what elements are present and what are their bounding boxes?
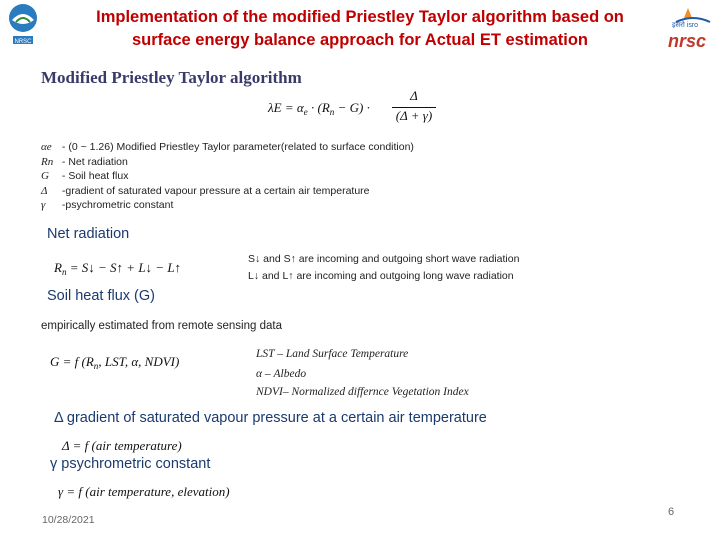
net-eq-rn-sub: n bbox=[61, 267, 67, 277]
soil-eq-main: G = f (R bbox=[50, 354, 94, 369]
net-eq-rn: R bbox=[54, 260, 62, 275]
definition-symbol: Δ bbox=[41, 184, 48, 197]
definition-symbol: G bbox=[41, 170, 49, 183]
definition-row bbox=[41, 140, 414, 155]
soil-legend-lst: LST – Land Surface Temperature bbox=[256, 348, 409, 360]
definition-symbol: αe bbox=[41, 141, 52, 153]
mpt-heading: Modified Priestley Taylor algorithm bbox=[41, 68, 302, 87]
net-radiation-note-long: L↓ and L↑ are incoming and outgoing long wave radiation bbox=[248, 270, 514, 282]
mpt-eq-rn: R bbox=[321, 100, 330, 115]
definition-row bbox=[41, 184, 414, 199]
definition-symbol: Rn bbox=[41, 155, 54, 168]
gamma-equation: γ = f (air temperature, elevation) bbox=[58, 484, 230, 499]
footer-date: 10/28/2021 bbox=[42, 514, 95, 526]
mpt-equation: $\lambda E = \alpha_e \cdot (R_n - G)$ · bbox=[268, 100, 370, 117]
nrsc-text: nrsc bbox=[668, 31, 707, 51]
delta-heading: Δ gradient of saturated vapour pressure at a certain air temperature bbox=[54, 410, 487, 426]
net-eq-rhs: = S↓ − S↑ + L↓ − L↑ bbox=[66, 260, 182, 275]
definition-symbol: γ bbox=[41, 199, 46, 212]
definition-text: - (0 ~ 1.26) Modified Priestley Taylor parameter(related to surface condition) bbox=[59, 141, 414, 153]
definition-row bbox=[41, 198, 414, 213]
mpt-eq-numerator: Δ bbox=[410, 88, 418, 103]
title-line-2: surface energy balance approach for Actual ET estimation bbox=[131, 31, 589, 49]
soil-heat-flux-equation bbox=[50, 354, 179, 371]
slide-title bbox=[60, 6, 660, 52]
mpt-eq-fraction bbox=[392, 88, 436, 124]
page-number: 6 bbox=[668, 506, 675, 518]
soil-heat-flux-heading: Soil heat flux (G) bbox=[47, 288, 155, 304]
mpt-definitions bbox=[41, 140, 414, 213]
gamma-heading: γ psychrometric constant bbox=[50, 456, 211, 472]
institute-logo bbox=[4, 2, 42, 48]
mpt-eq-denominator: (Δ + γ) bbox=[395, 108, 433, 123]
institute-logo-icon bbox=[4, 2, 42, 48]
svg-text:NRSC: NRSC bbox=[14, 39, 32, 45]
isro-nrsc-logo bbox=[666, 4, 720, 52]
soil-heat-flux-subheading: empirically estimated from remote sensing data bbox=[41, 320, 282, 332]
definition-text: -psychrometric constant bbox=[59, 199, 174, 212]
soil-eq-sub: n bbox=[93, 361, 99, 371]
definition-row bbox=[41, 169, 414, 184]
definition-text: - Soil heat flux bbox=[59, 170, 129, 183]
definition-text: - Net radiation bbox=[59, 155, 128, 168]
definition-text: -gradient of saturated vapour pressure at a certain air temperature bbox=[59, 184, 370, 197]
net-radiation-note-short: S↓ and S↑ are incoming and outgoing short wave radiation bbox=[248, 253, 520, 265]
isro-text: इसरो isro bbox=[672, 22, 699, 29]
net-radiation-heading: Net radiation bbox=[47, 226, 130, 242]
mpt-eq-alpha-sub: e bbox=[303, 107, 308, 117]
definition-row bbox=[41, 155, 414, 170]
delta-equation: Δ = f (air temperature) bbox=[62, 438, 182, 453]
soil-legend-albedo: α – Albedo bbox=[256, 368, 307, 380]
mpt-eq-rn-sub: n bbox=[329, 107, 335, 117]
title-line-1: Implementation of the modified Priestley Taylor algorithm based on bbox=[96, 8, 624, 26]
mpt-eq-minus-g: − G bbox=[337, 100, 359, 115]
soil-eq-rest: , LST, α, NDVI) bbox=[98, 354, 180, 369]
net-radiation-equation bbox=[54, 260, 181, 277]
mpt-eq-lhs: λE = α bbox=[268, 100, 304, 115]
soil-legend-ndvi: NDVI– Normalized differnce Vegetation Index bbox=[256, 386, 469, 398]
